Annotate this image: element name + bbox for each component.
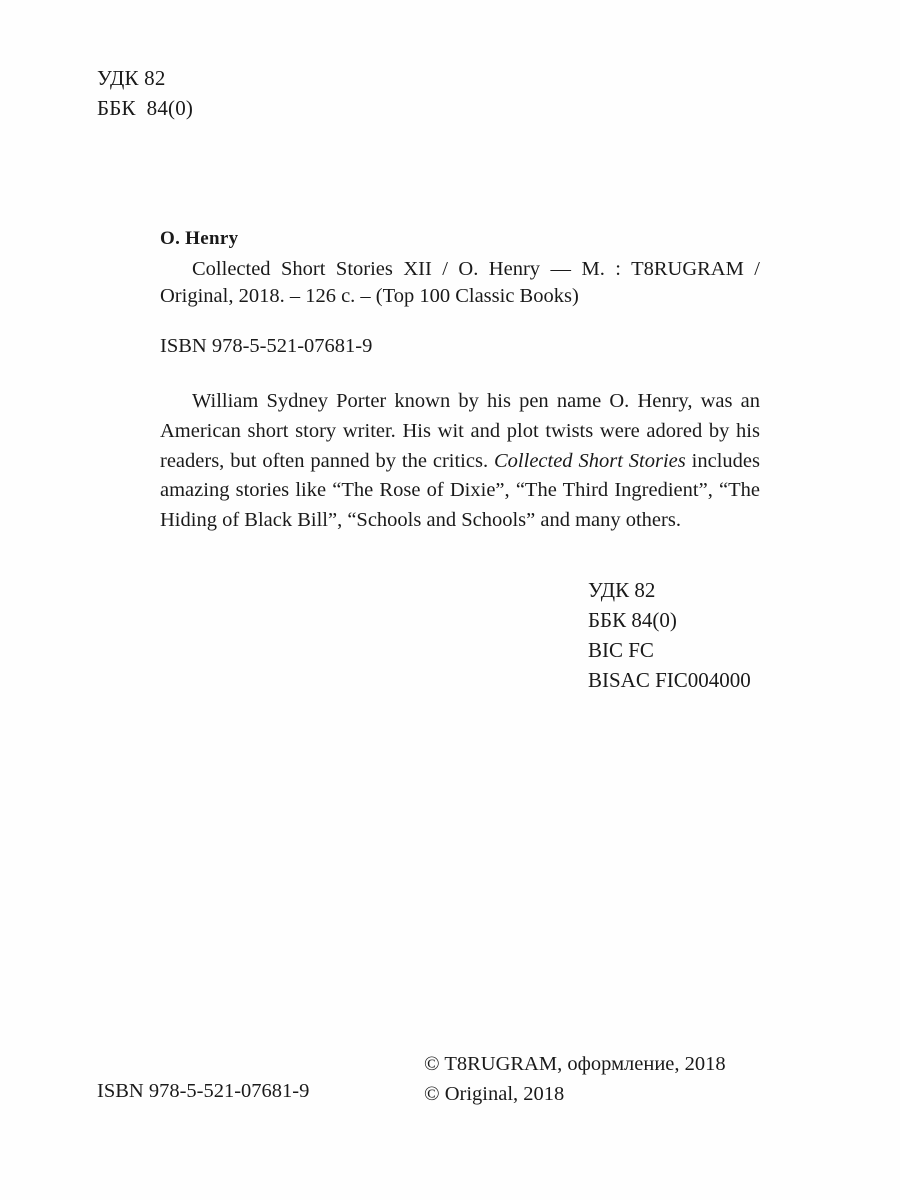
bibliographic-block [160, 228, 760, 536]
bbk-code-right: ББК 84(0) [588, 608, 677, 633]
right-classification-codes [588, 575, 751, 695]
copyright-line-publisher: © T8RUGRAM, оформление, 2018 [424, 1053, 726, 1075]
annotation-part-2: includes amazing stories like “The Rose of Dixie”, “The Third Ingredient”, “The Hiding of Black Bill”, “Schools and Schools” and many others. [160, 449, 760, 532]
copyright-block [424, 1050, 726, 1109]
bic-code: BIC FC [588, 638, 654, 663]
isbn-main: ISBN 978-5-521-07681-9 [160, 334, 373, 357]
citation-text: Collected Short Stories XII / O. Henry — M. : T8RUGRAM / Original, 2018. – 126 c. – (Top 100 Classic Books) [160, 258, 760, 308]
isbn-footer: ISBN 978-5-521-07681-9 [97, 1080, 310, 1102]
top-classification-codes [97, 64, 193, 124]
annotation-text [160, 387, 760, 536]
copyright-line-original: © Original, 2018 [424, 1082, 565, 1105]
author-name: O. Henry [160, 228, 239, 249]
bbk-code-top: ББК 84(0) [97, 95, 194, 120]
udc-code-top: УДК 82 [97, 66, 166, 90]
bisac-code: BISAC FIC004000 [588, 668, 751, 693]
annotation-part-1: William Sydney Porter known by his pen name O. Henry, was an American short story writer. His wit and plot twists were adored by his readers, but often panned by the critics. [160, 390, 760, 472]
udc-code-right: УДК 82 [588, 578, 656, 602]
annotation-title-italic: Collected Short Stories [494, 449, 686, 472]
